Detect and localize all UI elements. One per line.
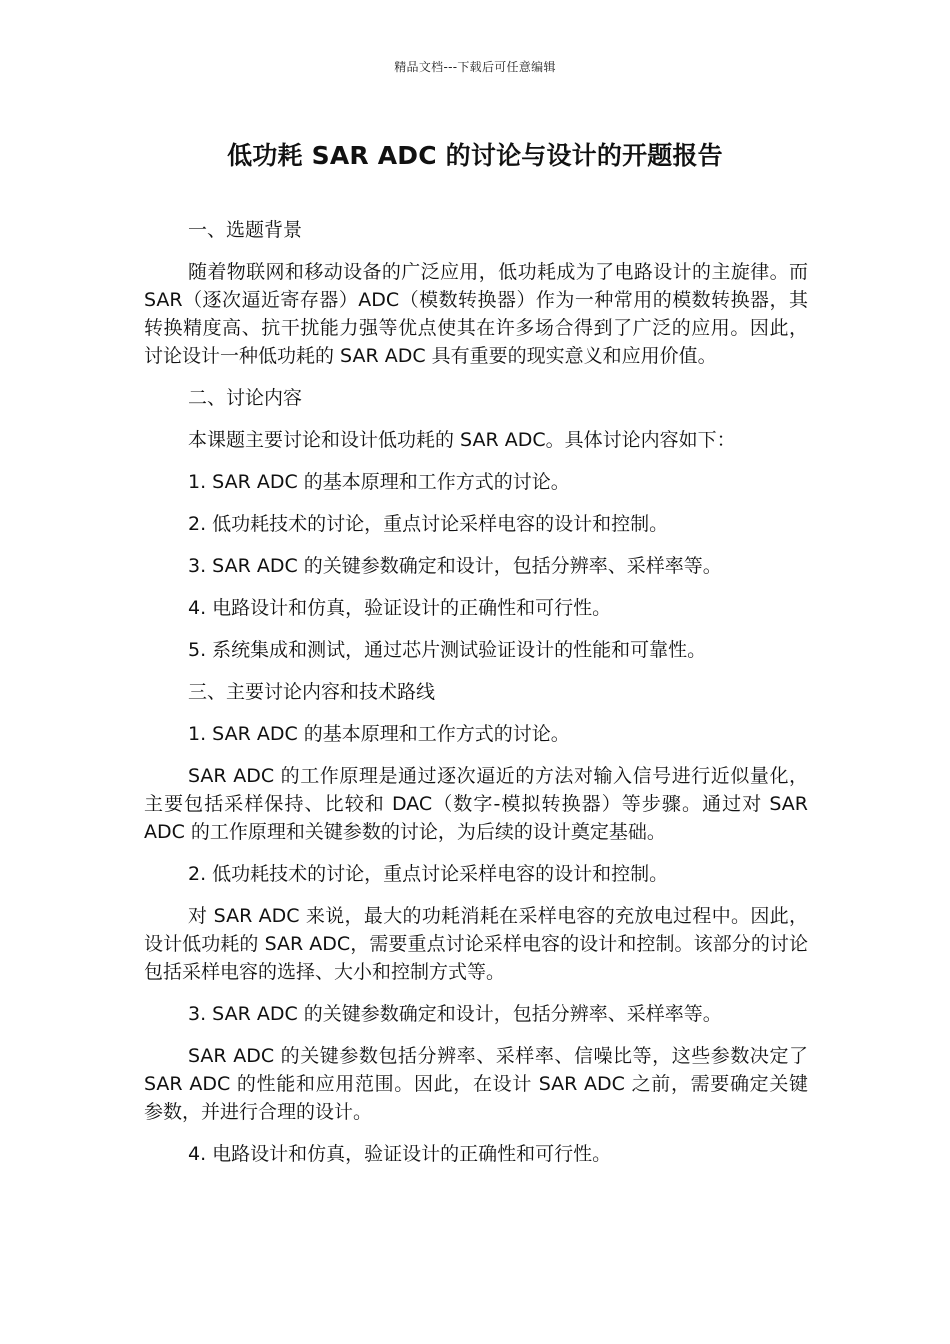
section-heading-background: 一、选题背景 <box>188 219 303 241</box>
list-item: 3. SAR ADC 的关键参数确定和设计，包括分辨率、采样率等。 <box>188 555 722 577</box>
section-heading-technical-route: 三、主要讨论内容和技术路线 <box>188 681 436 703</box>
section-heading-content: 二、讨论内容 <box>188 387 303 409</box>
subheading: 1. SAR ADC 的基本原理和工作方式的讨论。 <box>188 723 570 745</box>
paragraph-background: 随着物联网和移动设备的广泛应用，低功耗成为了电路设计的主旋律。而 SAR（逐次逼近寄存器）ADC（模数转换器）作为一种常用的模数转换器，其转换精度高、抗干扰能力强等优点使其在许多场合得到了广泛的应用。因此，讨论设计一种低功耗的 SAR ADC 具有重要的现实意义和应用价值。 <box>144 261 808 367</box>
subheading: 4. 电路设计和仿真，验证设计的正确性和可行性。 <box>188 1143 612 1165</box>
paragraph: SAR ADC 的关键参数包括分辨率、采样率、信噪比等，这些参数决定了 SAR ADC 的性能和应用范围。因此，在设计 SAR ADC 之前，需要确定关键参数，并进行合理的设计。 <box>144 1045 808 1123</box>
document-title: 低功耗 SAR ADC 的讨论与设计的开题报告 <box>227 141 723 170</box>
list-item: 4. 电路设计和仿真，验证设计的正确性和可行性。 <box>188 597 612 619</box>
subheading: 3. SAR ADC 的关键参数确定和设计，包括分辨率、采样率等。 <box>188 1003 722 1025</box>
paragraph: 对 SAR ADC 来说，最大的功耗消耗在采样电容的充放电过程中。因此，设计低功耗的 SAR ADC，需要重点讨论采样电容的设计和控制。该部分的讨论包括采样电容的选择、大小和控制方式等。 <box>144 905 808 983</box>
list-item: 1. SAR ADC 的基本原理和工作方式的讨论。 <box>188 471 570 493</box>
list-item: 2. 低功耗技术的讨论，重点讨论采样电容的设计和控制。 <box>188 513 669 535</box>
header-note: 精品文档---下载后可任意编辑 <box>394 60 556 74</box>
document-body <box>144 216 808 1182</box>
list-item: 5. 系统集成和测试，通过芯片测试验证设计的性能和可靠性。 <box>188 639 707 661</box>
paragraph: SAR ADC 的工作原理是通过逐次逼近的方法对输入信号进行近似量化，主要包括采样保持、比较和 DAC（数字-模拟转换器）等步骤。通过对 SAR ADC 的工作原理和关键参数的讨论，为后续的设计奠定基础。 <box>144 765 808 843</box>
subheading: 2. 低功耗技术的讨论，重点讨论采样电容的设计和控制。 <box>188 863 669 885</box>
paragraph-content-intro: 本课题主要讨论和设计低功耗的 SAR ADC。具体讨论内容如下： <box>188 429 736 451</box>
